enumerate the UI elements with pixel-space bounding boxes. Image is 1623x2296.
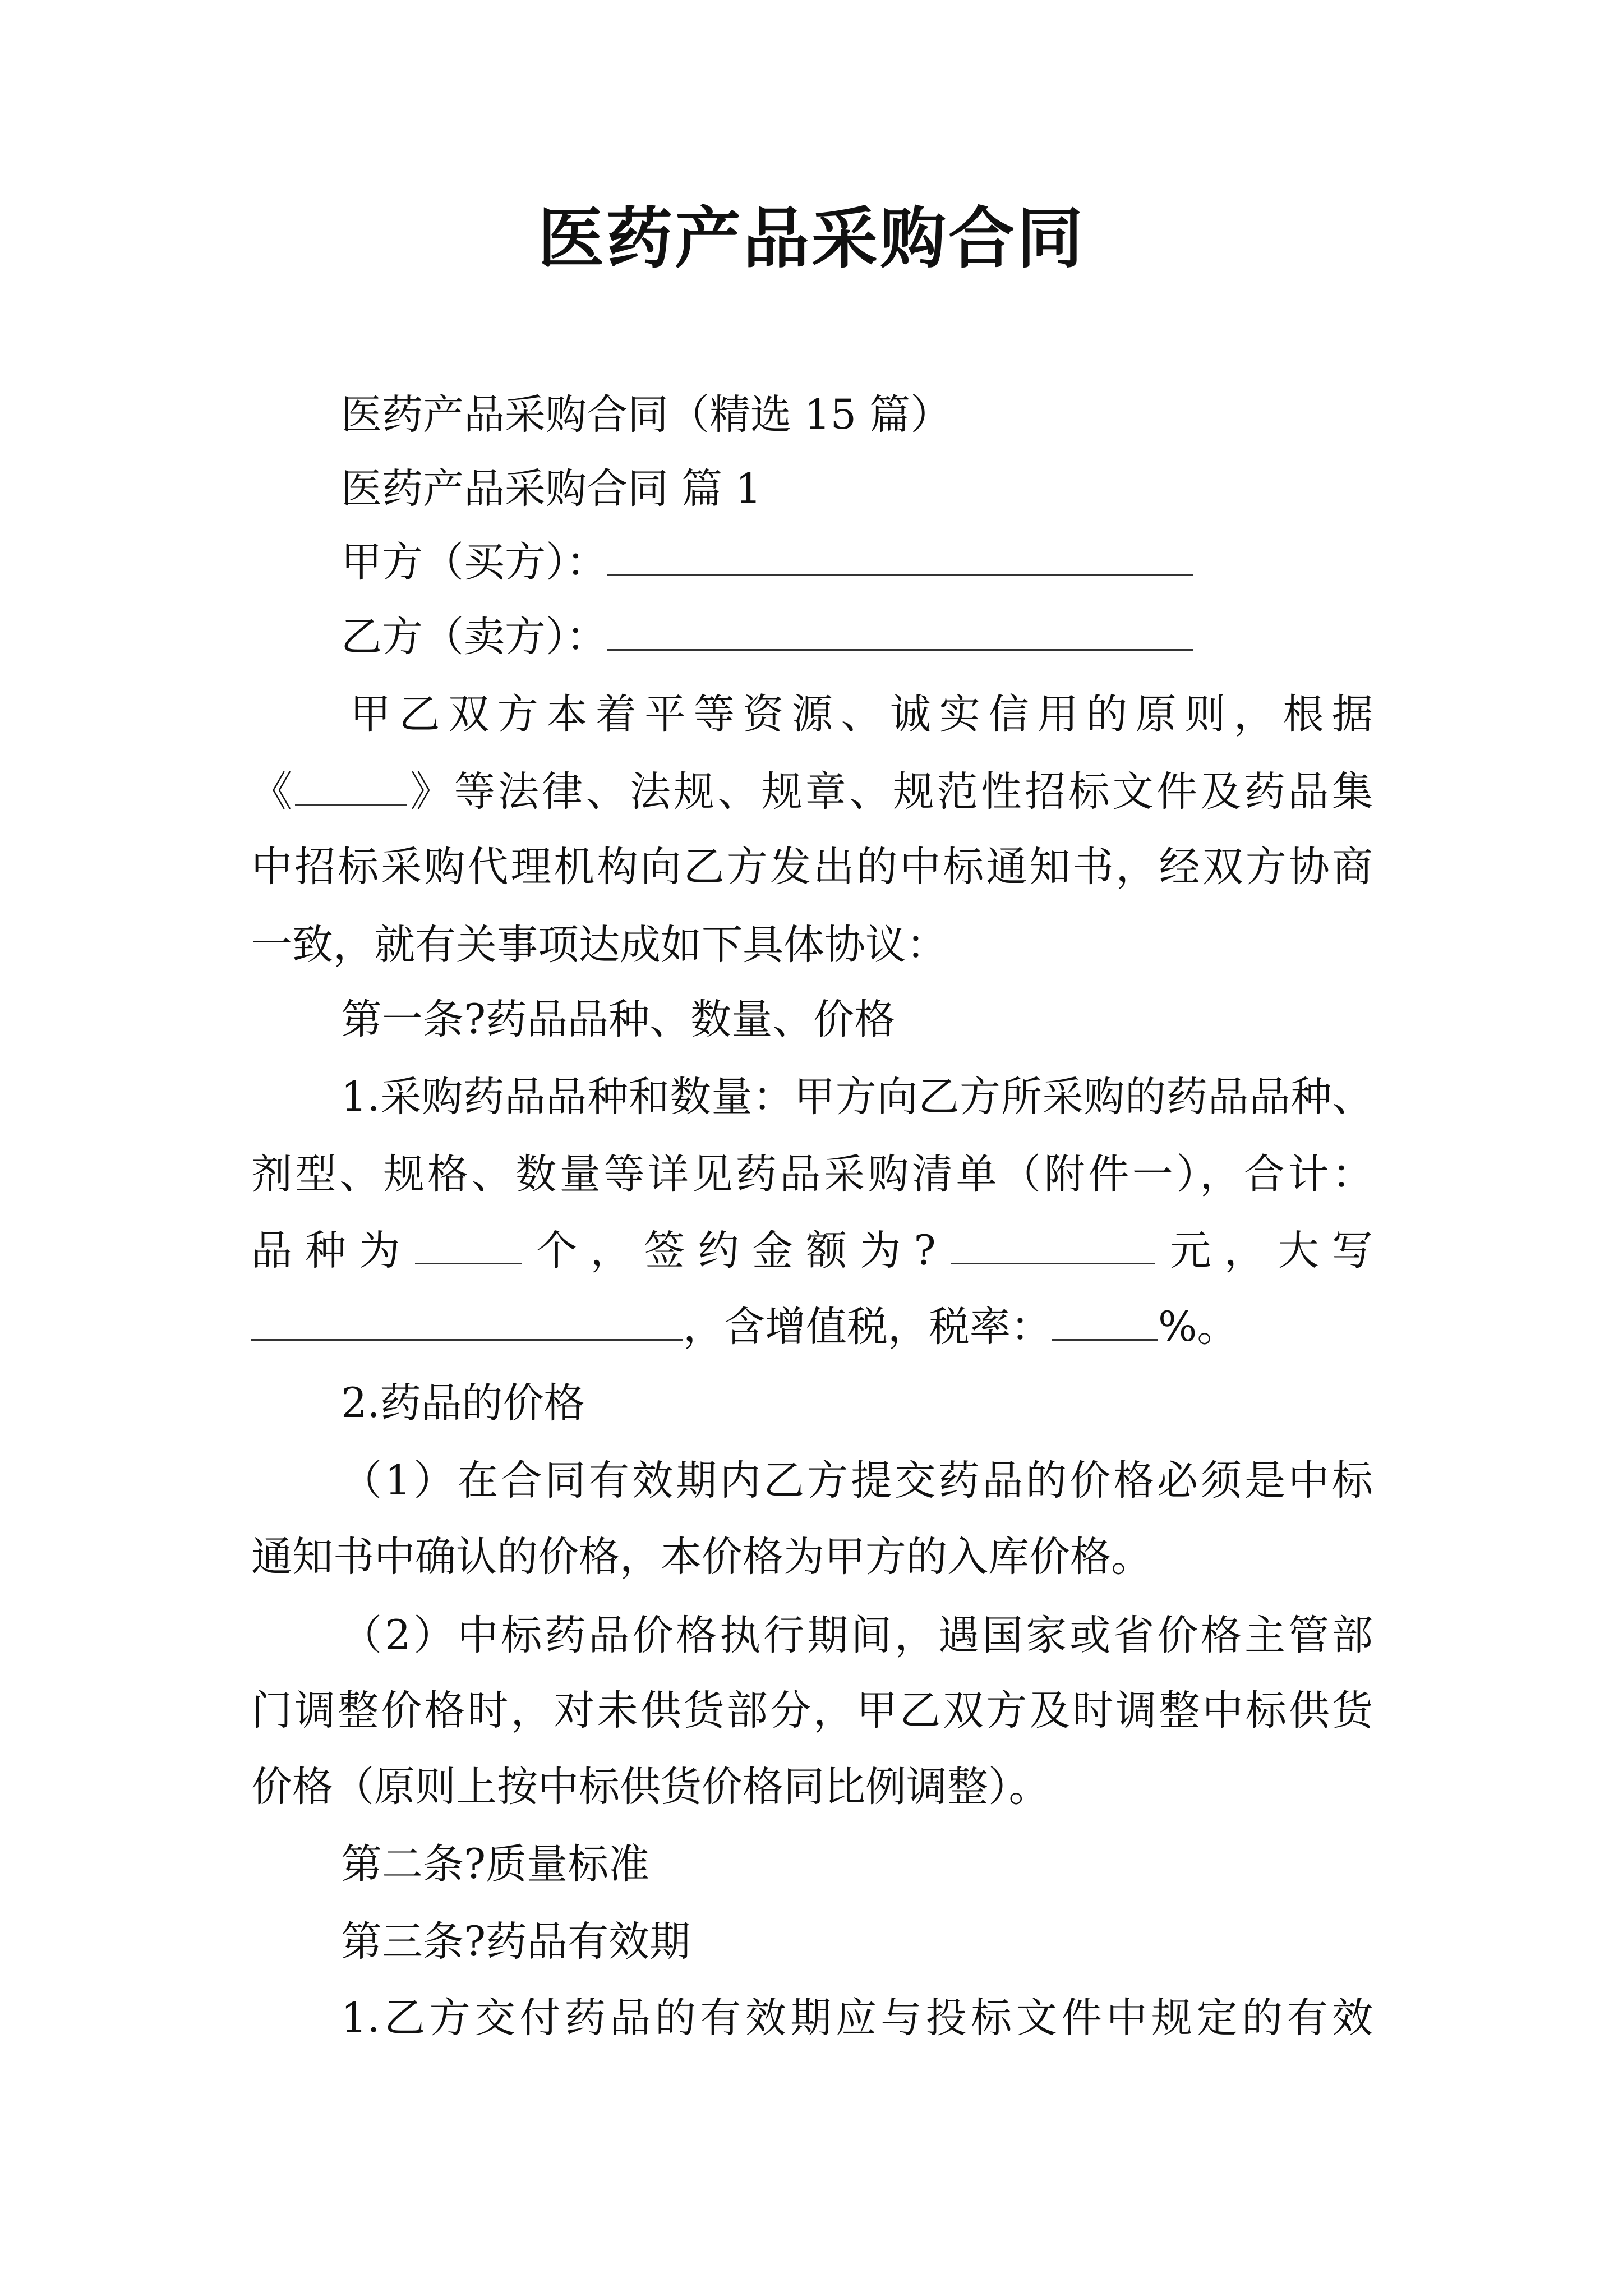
party-b-label: 乙方（卖方）： <box>341 613 607 661</box>
variety-count-blank <box>415 1223 522 1264</box>
article-2-heading: 第二条?质量标准 <box>341 1841 650 1888</box>
article-1-item-1-line-1: 1.采购药品品种和数量：甲方向乙方所采购的药品品种、 <box>341 1073 1373 1121</box>
party-a-blank <box>607 535 1193 576</box>
party-b-line <box>341 609 1193 665</box>
preamble-line-4: 一致，就有关事项达成如下具体协议： <box>251 921 947 969</box>
article-1-heading: 第一条?药品品种、数量、价格 <box>341 996 896 1043</box>
price-clause-1-line-1: （1）在合同有效期内乙方提交药品的价格必须是中标 <box>341 1457 1373 1504</box>
preamble-line-3: 中招标采购代理机构向乙方发出的中标通知书，经双方协商 <box>251 843 1373 891</box>
article-3-heading: 第三条?药品有效期 <box>341 1918 691 1966</box>
article-1-item-2-heading: 2.药品的价格 <box>341 1379 585 1427</box>
preamble-line-2: 《 》等法律、法规、规章、规范性招标文件及药品集 <box>251 764 1373 820</box>
party-a-line <box>341 535 1193 591</box>
subtitle-collection: 医药产品采购合同（精选 15 篇） <box>341 391 952 439</box>
article-3-item-1-line-1: 1.乙方交付药品的有效期应与投标文件中规定的有效 <box>341 1994 1373 2042</box>
tax-rate-blank <box>1052 1300 1158 1341</box>
amount-in-words-blank <box>251 1300 683 1341</box>
price-clause-1-line-2: 通知书中确认的价格，本价格为甲方的入库价格。 <box>251 1533 1152 1581</box>
preamble-line-1: 甲乙双方本着平等资源、诚实信用的原则，根据 <box>350 691 1373 738</box>
subtitle-part-1: 医药产品采购合同 篇 1 <box>341 465 762 513</box>
article-1-item-1-line-4: ，含增值税，税率： %。 <box>251 1299 1238 1355</box>
party-a-label: 甲方（买方）： <box>341 539 607 586</box>
price-clause-2-line-2: 门调整价格时，对未供货部分，甲乙双方及时调整中标供货 <box>251 1687 1373 1734</box>
party-b-blank <box>607 610 1193 651</box>
price-clause-2-line-3: 价格（原则上按中标供货价格同比例调整）。 <box>251 1763 1050 1811</box>
article-1-item-1-line-3: 品 种 为 个 ， 签 约 金 额 为 ? 元 ， 大 写 <box>251 1223 1373 1279</box>
price-clause-2-line-1: （2）中标药品价格执行期间，遇国家或省价格主管部 <box>341 1612 1373 1659</box>
contract-amount-blank <box>951 1223 1155 1264</box>
article-1-item-1-line-2: 剂型、规格、数量等详见药品采购清单（附件一），合计： <box>251 1151 1373 1198</box>
document-title: 医药产品采购合同 <box>537 199 1085 277</box>
law-name-blank <box>295 765 407 806</box>
